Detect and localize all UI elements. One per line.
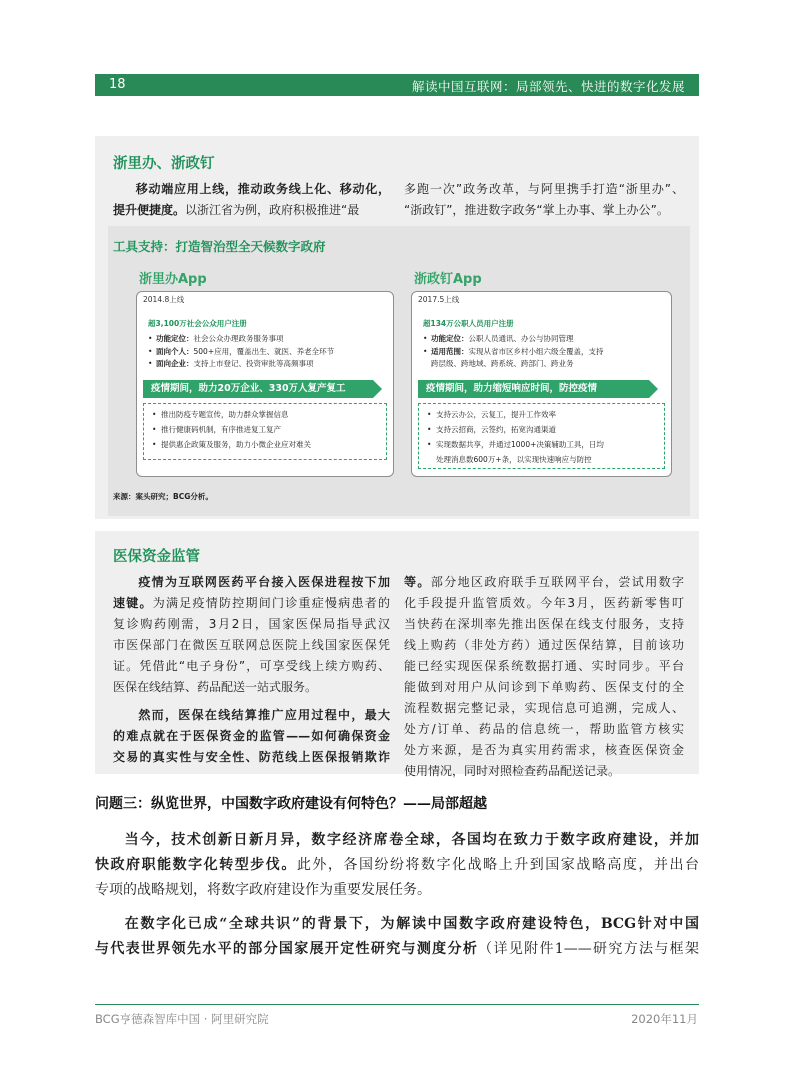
case1-right-line-2: “浙政钉”，推进数字政务“掌上办事、掌上办公”。 [404,203,669,217]
case2-left-line: 市医保部门在微医互联网总医院上线国家医保凭 [113,638,390,652]
case2-left2-line: 然而，医保在线结算推广应用过程中，最大 [137,708,390,722]
pandemic-measures-zhengding [418,403,665,469]
footer-rule [95,1004,699,1005]
measure-item: • 提供惠企政策及服务，助力小微企业应对难关 [152,437,380,452]
case2-right-line: 能做到对用户从问诊到下单购药、医保支付的全 [404,680,684,694]
case2-right-line: 处方/订单、药品的信息统一，帮助监管方核实 [404,722,684,736]
measure-item: • 实现数据共享，并通过1000+决策辅助工具，日均 处理消息数600万+条，以实现快速响应与防控 [427,437,658,467]
case2-right-line: 能已经实现医保系统数据打通、实时同步。平台 [404,659,684,673]
case1-right-line-1: 多跑一次”政务改革，与阿里携手打造“浙里办”、 [404,182,684,196]
launch-date: 2014.8上线 [143,295,185,304]
case2-left2-line: 的难点就在于医保资金的监管——如何确保资金 [113,729,390,743]
pandemic-measures-zheliban [143,403,387,460]
case-title-medical-insurance: 医保资金监管 [113,549,200,565]
measure-item: • 支持云招商，云签约，拓宽沟通渠道 [427,422,658,437]
body-paragraph-1-line-3: 专项的战略规划，将数字政府建设作为重要发展任务。 [95,882,431,898]
running-title: 解读中国互联网：局部领先、快进的数字化发展 [411,79,685,94]
case2-left-line: 复诊购药刚需，3月2日，国家医保局指导武汉 [113,617,390,631]
case2-right-line: 化手段提升监管质效。今年3月，医药新零售叮 [404,596,684,610]
user-count: 超134万公职人员用户注册 [423,319,514,328]
case2-right-line: 流程数据完整记录，实现信息可追溯，完成人、 [404,701,684,715]
footer-date: 2020年11月 [631,1012,698,1026]
app-name-zhengding: 浙政钉App [414,272,482,287]
case2-left2-line: 交易的真实性与安全性、防范线上医保报销欺诈 [113,750,390,764]
feature-row: • 功能定位：社会公众办理政务服务事项 [148,333,387,346]
case2-right-line: 处方来源，是否为真实用药需求，核查医保资金 [404,743,684,757]
question-3-heading: 问题三：纵览世界，中国数字政府建设有何特色？——局部超越 [95,796,487,812]
feature-row-continued: 跨层级、跨地域、跨系统、跨部门、跨业务 [431,359,574,368]
case1-left-line-1: 移动端应用上线，推动政务线上化、移动化， [135,182,390,196]
body-paragraph-1-line-1: 当今，技术创新日新月异，数字经济席卷全球，各国均在致力于数字政府建设，并加 [123,832,699,848]
case2-left-line: 疫情为互联网医药平台接入医保进程按下加 [137,575,390,589]
feature-row: • 功能定位：公职人员通讯、办公与协同管理 [423,333,665,346]
body-paragraph-2-line-2: 与代表世界领先水平的部分国家展开定性研究与测度分析（详见附件1——研究方法与框架 [95,941,699,957]
case2-right-line: 当快药在深圳率先推出医保在线支付服务，支持 [404,617,684,631]
feature-row: • 面向企业：支持上市登记、投资审批等高频事项 [148,358,387,371]
page-number: 18 [109,77,126,92]
case2-left-line: 医保在线结算、药品配送一站式服务。 [113,680,318,694]
feature-row: • 适用范围：实现从省市区乡村小组六级全覆盖，支持 [423,346,665,359]
case2-right-line: 线上购药（非处方药）通过医保结算，目前该功 [404,638,684,652]
pandemic-banner-zheliban: 疫情期间，助力20万企业、330万人复产复工 [143,380,373,398]
exhibit-source: 来源：案头研究；BCG分析。 [113,492,213,501]
case2-left-line: 证。凭借此“电子身份”，可享受线上续方购药、 [113,659,390,673]
body-paragraph-1-line-2: 快政府职能数字化转型步伐。此外，各国纷纷将数字化战略上升到国家战略高度，并出台 [95,857,700,873]
measure-item: • 推出防疫专题宣传，助力群众掌握信息 [152,407,380,422]
case2-right-line: 使用情况，同时对照检查药品配送记录。 [404,764,621,778]
feature-row: • 面向个人：500+应用，覆盖出生、就医、养老全环节 [148,346,387,359]
pandemic-banner-zhengding: 疫情期间，助力缩短响应时间，防控疫情 [418,380,649,398]
footer-publisher: BCG亨德森智库中国 · 阿里研究院 [95,1012,269,1026]
page-header-bar [95,74,699,96]
feature-list [423,333,665,358]
case1-left-line-2: 提升便捷度。以浙江省为例，政府积极推进“最 [113,203,360,217]
case2-right-line: 等。部分地区政府联手互联网平台，尝试用数字 [404,575,684,589]
body-paragraph-2-line-1: 在数字化已成“全球共识”的背景下，为解读中国数字政府建设特色，BCG针对中国 [123,916,699,932]
feature-list [148,333,387,371]
measure-item: • 推行健康码机制，有序推进复工复产 [152,422,380,437]
launch-date: 2017.5上线 [418,295,460,304]
app-name-zheliban: 浙里办App [139,272,207,287]
case-title-zheliban: 浙里办、浙政钉 [113,156,215,172]
case2-left-line: 速键。为满足疫情防控期间门诊重症慢病患者的 [113,596,390,610]
measure-item: • 支持云办公，云复工，提升工作效率 [427,407,658,422]
exhibit-title: 工具支持：打造智治型全天候数字政府 [113,239,326,254]
user-count: 超3,100万社会公众用户注册 [148,319,247,328]
